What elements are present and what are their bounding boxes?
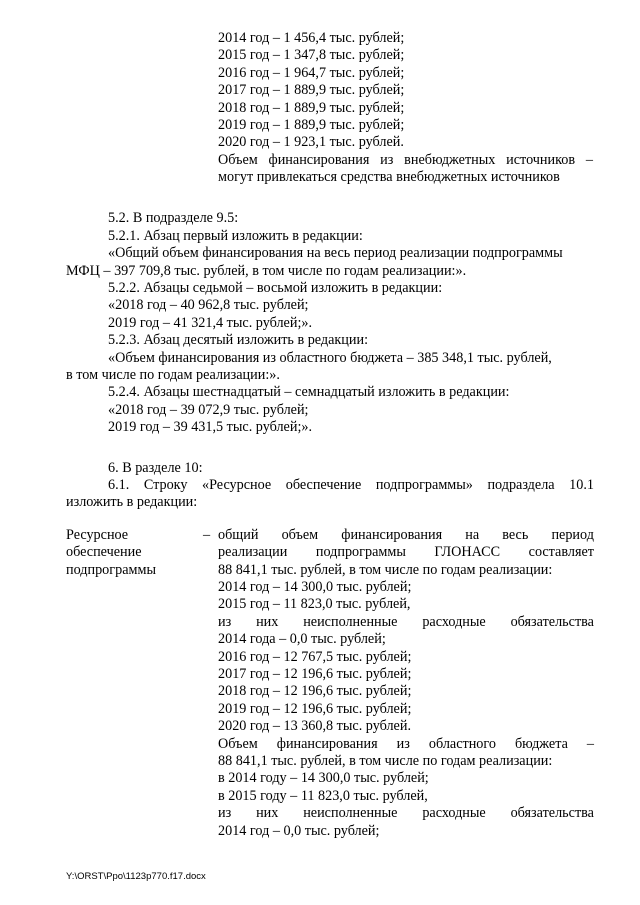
word: 6.1. [108,477,130,493]
paragraph-line: МФЦ – 397 709,8 тыс. рублей, в том числе по годам реализации:». [66,263,467,279]
paragraph-line: 5.2.4. Абзацы шестнадцатый – семнадцатый изложить в редакции: [108,384,510,400]
paragraph-line: 5.2.2. Абзацы седьмой – восьмой изложить в редакции: [108,280,443,296]
table-value-line: 2019 год – 12 196,6 тыс. рублей; [218,701,412,717]
paragraph-line: в том числе по годам реализации:». [66,367,280,383]
word: реализации [218,544,288,560]
word: финансирования [268,152,370,168]
word: период [551,527,594,543]
table-value-line: 2018 год – 12 196,6 тыс. рублей; [218,683,412,699]
word: весь [502,527,529,543]
word: областного [428,736,496,752]
word: подраздела [487,477,555,493]
year-line: 2017 год – 1 889,9 тыс. рублей; [218,82,405,98]
table-label: обеспечение [66,544,142,560]
table-value-line: в 2014 году – 14 300,0 тыс. рублей; [218,770,429,786]
extrabudget-line [218,152,593,169]
word: из [218,614,232,630]
paragraph-line: 2019 год – 39 431,5 тыс. рублей;». [108,419,313,435]
table-value-line [218,527,594,544]
paragraph-line: 2019 год – 41 321,4 тыс. рублей;». [108,315,313,331]
table-label: Ресурсное [66,527,129,543]
word: расходные [422,805,486,821]
word: из [218,805,232,821]
word: неисполненные [303,805,398,821]
table-value-line: 2015 год – 11 823,0 тыс. рублей, [218,596,411,612]
table-value-line [218,805,594,822]
table-value-line: 2014 год – 0,0 тыс. рублей; [218,823,380,839]
table-value-line: 2014 год – 14 300,0 тыс. рублей; [218,579,412,595]
word: общий [218,527,259,543]
word: ГЛОНАСС [434,544,501,560]
table-value-line [218,614,594,631]
extrabudget-line-2: могут привлекаться средства внебюджетных источников [218,169,560,185]
file-path-footer: Y:\ORST\Ppo\1123p770.f17.docx [66,871,206,882]
word: Объем [218,736,258,752]
table-value-line: 2016 год – 12 767,5 тыс. рублей; [218,649,412,665]
word: финансирования [276,736,378,752]
word: обязательства [510,614,594,630]
year-line: 2018 год – 1 889,9 тыс. рублей; [218,100,405,116]
word: них [256,614,279,630]
word: источников [506,152,576,168]
word: подпрограммы [315,544,406,560]
word: расходные [422,614,486,630]
word: составляет [528,544,594,560]
paragraph-line: «Объем финансирования из областного бюджета – 385 348,1 тыс. рублей, [108,350,552,366]
word: финансирования [341,527,443,543]
paragraph-line [108,477,594,494]
word: них [256,805,279,821]
year-line: 2014 год – 1 456,4 тыс. рублей; [218,30,405,46]
word: объем [281,527,319,543]
table-value-line: 2017 год – 12 196,6 тыс. рублей; [218,666,412,682]
year-line: 2016 год – 1 964,7 тыс. рублей; [218,65,405,81]
paragraph-line: «2018 год – 40 962,8 тыс. рублей; [108,297,309,313]
paragraph-line: 5.2.3. Абзац десятый изложить в редакции: [108,332,369,348]
year-line: 2020 год – 1 923,1 тыс. рублей. [218,134,404,150]
word: обязательства [510,805,594,821]
paragraph-line: 5.2.1. Абзац первый изложить в редакции: [108,228,363,244]
table-value-line: 88 841,1 тыс. рублей, в том числе по годам реализации: [218,753,553,769]
table-value-line [218,544,594,561]
word: Строку [143,477,188,493]
word: Объем [218,152,258,168]
year-line: 2019 год – 1 889,9 тыс. рублей; [218,117,405,133]
table-dash: – [203,527,211,543]
word: на [465,527,480,543]
word: внебюджетных [404,152,496,168]
year-line: 2015 год – 1 347,8 тыс. рублей; [218,47,405,63]
paragraph-line: изложить в редакции: [66,494,198,510]
table-value-line: 2014 года – 0,0 тыс. рублей; [218,631,386,647]
word: «Ресурсное [202,477,272,493]
word: из [380,152,394,168]
word: 10.1 [569,477,594,493]
table-label: подпрограммы [66,562,156,578]
subsection-heading: 5.2. В подразделе 9.5: [108,210,239,226]
word: – [585,152,593,168]
word: бюджета [514,736,568,752]
table-value-line [218,736,594,753]
word: обеспечение [285,477,362,493]
table-value-line: 2020 год – 13 360,8 тыс. рублей. [218,718,411,734]
word: неисполненные [303,614,398,630]
word: из [396,736,410,752]
paragraph-line: «Общий объем финансирования на весь период реализации подпрограммы [108,245,563,261]
table-value-line: в 2015 году – 11 823,0 тыс. рублей, [218,788,428,804]
word: подпрограммы» [375,477,473,493]
section-heading: 6. В разделе 10: [108,460,203,476]
paragraph-line: «2018 год – 39 072,9 тыс. рублей; [108,402,309,418]
word: – [586,736,594,752]
table-value-line: 88 841,1 тыс. рублей, в том числе по годам реализации: [218,562,553,578]
